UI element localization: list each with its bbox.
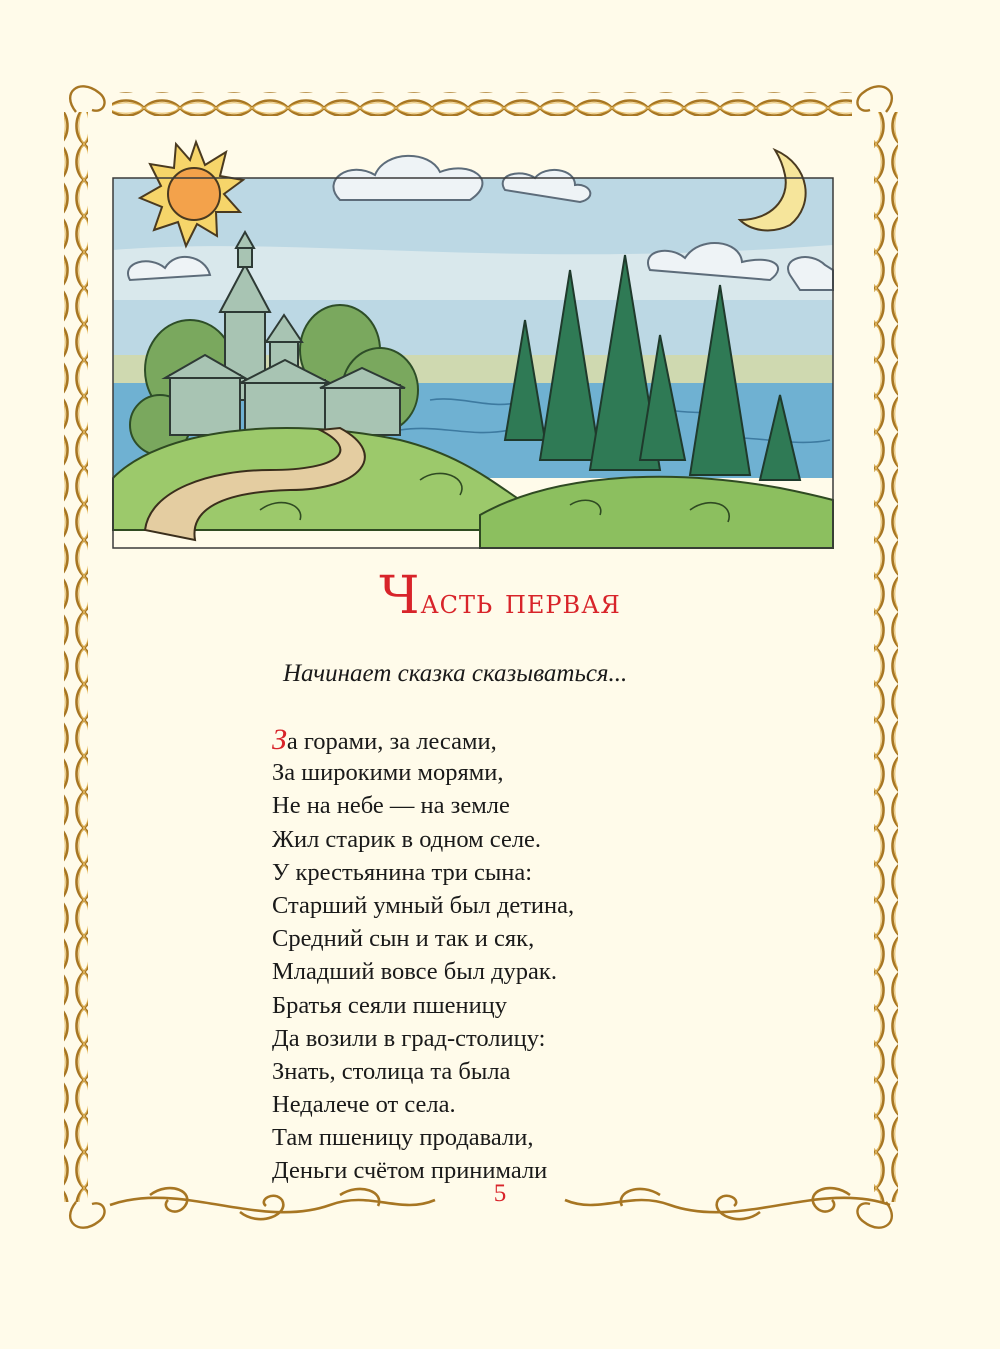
poem-text — [272, 723, 574, 1188]
frame-right-chain — [874, 112, 898, 1202]
poem-line: Там пшеницу продавали, — [272, 1124, 534, 1152]
poem-line: Старший умный был детина, — [272, 891, 575, 919]
chapter-subtitle: Начинает сказка сказываться... — [283, 660, 628, 687]
poem-line — [272, 723, 574, 756]
chapter-title-initial: Ч — [379, 566, 421, 626]
page-number: 5 — [493, 1180, 507, 1207]
chapter-title-rest: асть первая — [420, 582, 621, 622]
poem-line: Не на небе — на земле — [272, 792, 510, 820]
poem-line: Да возили в град-столицу: — [272, 1024, 546, 1052]
drop-cap: З — [272, 723, 287, 756]
poem-line: Деньги счётом принимали — [272, 1157, 548, 1185]
frame-top-chain — [112, 92, 852, 116]
poem-line: У крестьянина три сына: — [272, 858, 533, 886]
poem-line: Братья сеяли пшеницу — [272, 991, 508, 1019]
chapter-title — [0, 566, 1000, 626]
frame-left-chain — [64, 112, 88, 1202]
poem-line-text: а горами, за лесами, — [286, 728, 497, 755]
poem-line: Жил старик в одном селе. — [272, 825, 542, 853]
hill-right — [480, 477, 833, 548]
landscape-illustration — [113, 142, 833, 548]
poem-line: Недалече от села. — [272, 1091, 456, 1119]
poem-line: За широкими морями, — [272, 759, 504, 787]
poem-line: Младший вовсе был дурак. — [272, 958, 557, 986]
poem-line: Средний сын и так и сяк, — [272, 925, 535, 953]
poem-line: Знать, столица та была — [272, 1057, 511, 1085]
